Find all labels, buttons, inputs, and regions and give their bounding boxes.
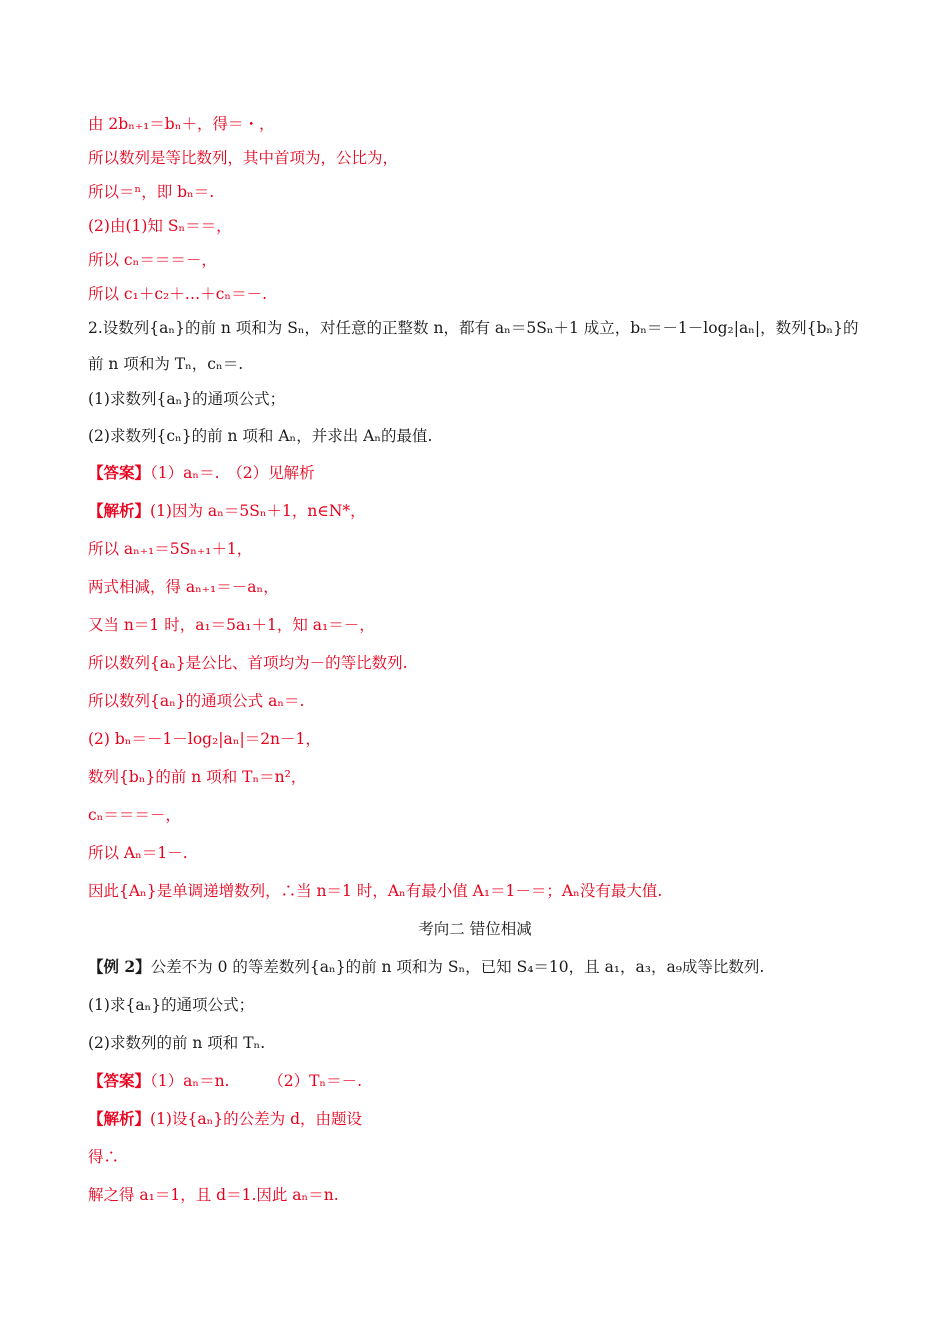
text-line: 所以数列{aₙ}是公比、首项均为－的等比数列. <box>88 654 408 672</box>
answer-line <box>88 1070 890 1092</box>
text-line: 所以数列是等比数列，其中首项为，公比为， <box>88 149 399 167</box>
example-tag: 【例 2】 <box>88 957 151 976</box>
text-line: (2) bₙ＝－1－log₂|aₙ|＝2n－1， <box>88 730 321 748</box>
solution-text: (1)设{aₙ}的公差为 d，由题设 <box>150 1110 362 1128</box>
text-line: 所以 cₙ＝＝＝－， <box>88 251 217 269</box>
answer-text: （1）aₙ＝n. （2）Tₙ＝－. <box>150 1072 363 1090</box>
question-part: (2)求数列{cₙ}的前 n 项和 Aₙ，并求出 Aₙ的最值. <box>88 427 433 445</box>
text-line: cₙ＝＝＝－， <box>88 806 181 824</box>
text-line: (2)由(1)知 Sₙ＝＝， <box>88 217 232 235</box>
question-part: (2)求数列的前 n 项和 Tₙ. <box>88 1034 266 1052</box>
text-line: 两式相减，得 aₙ₊₁＝－aₙ， <box>88 578 279 596</box>
text-line: 因此{Aₙ}是单调递增数列，∴当 n＝1 时，Aₙ有最小值 A₁＝1－＝；Aₙ没有最大值. <box>88 882 663 900</box>
answer-line <box>88 462 890 484</box>
question-part: (1)求{aₙ}的通项公式； <box>88 996 255 1014</box>
text-line: 又当 n＝1 时，a₁＝5a₁＋1，知 a₁＝－， <box>88 616 375 634</box>
example-statement <box>88 956 890 978</box>
text-line: 所以 aₙ₊₁＝5Sₙ₊₁＋1， <box>88 540 253 558</box>
solution-line <box>88 1108 890 1130</box>
problem-statement: 前 n 项和为 Tₙ，cₙ＝. <box>88 355 244 373</box>
answer-text: （1）aₙ＝. （2）见解析 <box>150 464 315 482</box>
example-text: 公差不为 0 的等差数列{aₙ}的前 n 项和为 Sₙ，已知 S₄＝10，且 a₁，a₃，a₉成等比数列. <box>150 958 765 976</box>
solution-tag: 【解析】 <box>88 1109 151 1128</box>
question-part: (1)求数列{aₙ}的通项公式； <box>88 390 286 408</box>
text-line: 得∴ <box>88 1148 120 1166</box>
problem-statement: 2.设数列{aₙ}的前 n 项和为 Sₙ，对任意的正整数 n，都有 aₙ＝5Sₙ＋1 成立，bₙ＝－1－log₂|aₙ|，数列{bₙ}的 <box>88 319 859 337</box>
text-line: 所以 Aₙ＝1－. <box>88 844 188 862</box>
solution-text: (1)因为 aₙ＝5Sₙ＋1，n∈N*， <box>150 502 366 520</box>
text-line: 所以 c₁＋c₂＋…＋cₙ＝－. <box>88 285 268 303</box>
text-line: 数列{bₙ}的前 n 项和 Tₙ＝n²， <box>88 768 307 786</box>
answer-tag: 【答案】 <box>88 463 151 482</box>
answer-tag: 【答案】 <box>88 1071 151 1090</box>
solution-line <box>88 500 890 522</box>
text-line: 所以＝ⁿ，即 bₙ＝. <box>88 183 215 201</box>
text-line: 解之得 a₁＝1，且 d＝1.因此 aₙ＝n. <box>88 1186 339 1204</box>
text-line: 由 2bₙ₊₁＝bₙ＋，得＝・， <box>88 115 275 133</box>
solution-tag: 【解析】 <box>88 501 151 520</box>
section-heading: 考向二 错位相减 <box>418 920 532 938</box>
text-line: 所以数列{aₙ}的通项公式 aₙ＝. <box>88 692 305 710</box>
